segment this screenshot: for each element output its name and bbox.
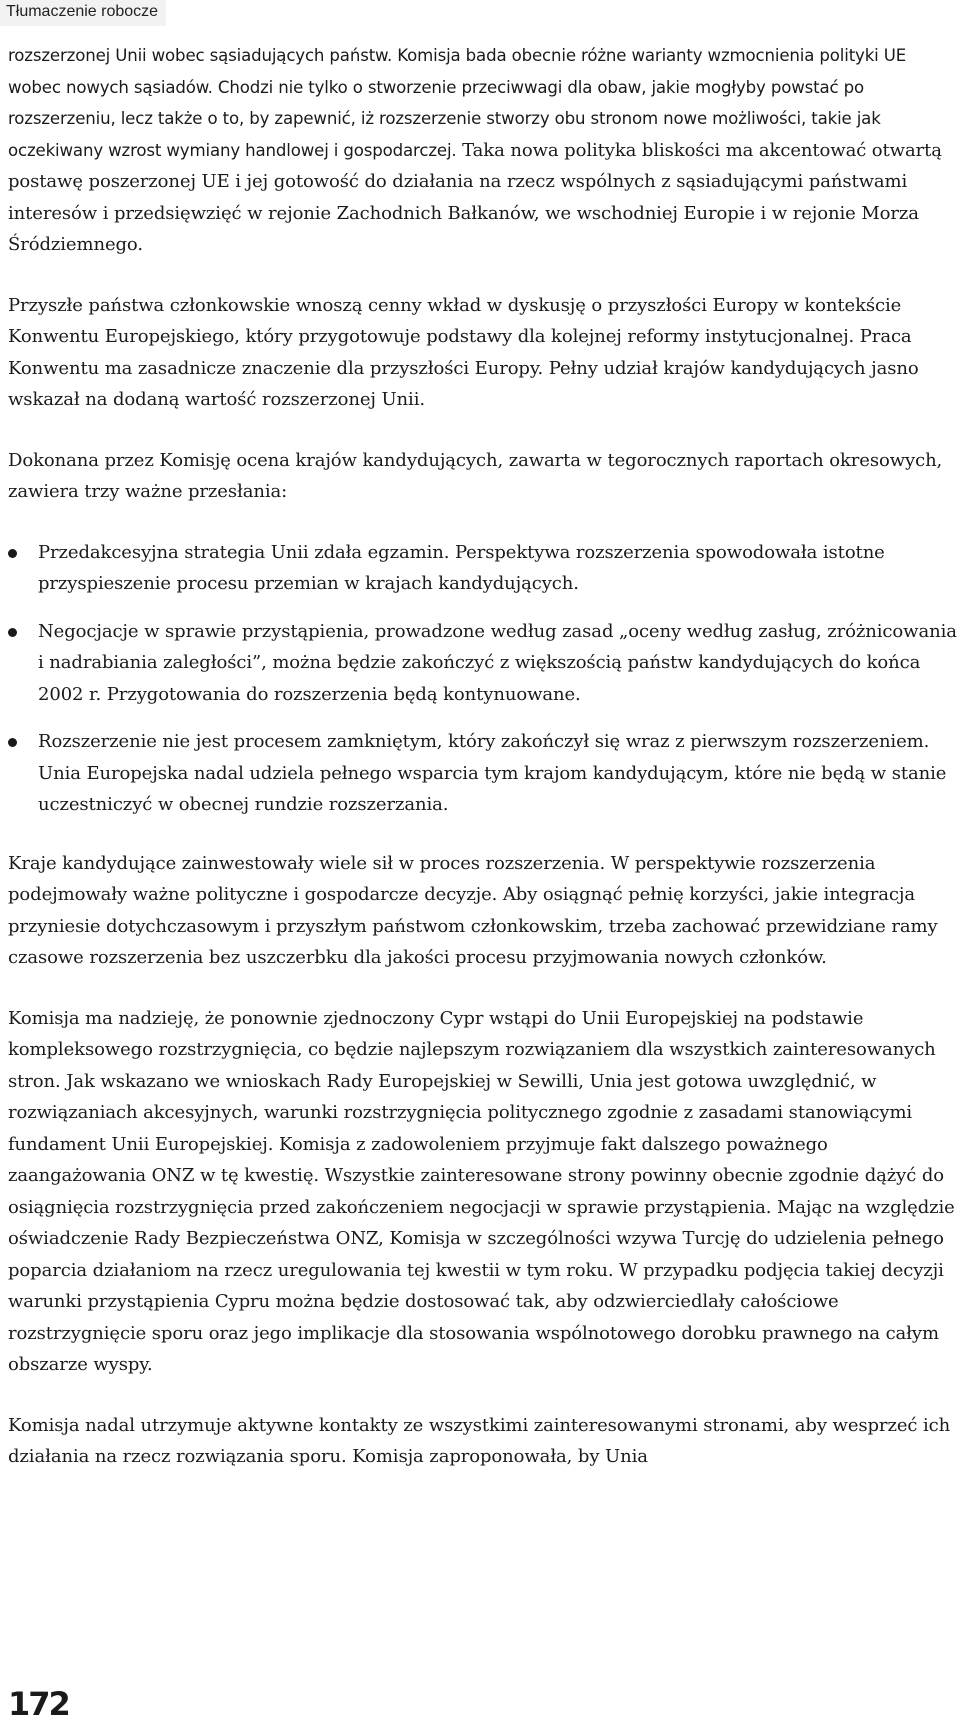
list-item [8,726,960,821]
translation-label: Tłumaczenie robocze [0,0,166,26]
document-body [8,40,960,1502]
bullet-icon [8,628,17,637]
paragraph-serif-part: Taka nowa polityka bliskości ma akcentować otwartą postawę poszerzonej UE i jej gotowość do działania na rzecz wspólnych z sąsiadującymi państwami interesów i przedsięwzięć w rejonie Zachodnich Bałkanów, we wschodniej Europie i w rejonie Morza Śródziemnego. [8,139,942,255]
list-item [8,616,960,711]
paragraph-cyprus: Komisja ma nadzieję, że ponownie zjednoczony Cypr wstąpi do Unii Europejskiej na podstawie kompleksowego rozstrzygnięcia, co będzie najlepszym rozwiązaniem dla wszystkich zainteresowanych stron. Jak wskazano we wnioskach Rady Europejskiej w Sewilli, Unia jest gotowa uwzględnić, w rozwiązaniach akcesyjnych, warunki rozstrzygnięcia politycznego zgodnie z zasadami stanowiącymi fundament Unii Europejskiej. Komisja z zadowoleniem przyjmuje fakt dalszego poważnego zaangażowania ONZ w tę kwestię. Wszystkie zainteresowane strony powinny obecnie zgodnie dążyć do osiągnięcia rozstrzygnięcia przed zakończeniem negocjacji w sprawie przystąpienia. Mając na względzie oświadczenie Rady Bezpieczeństwa ONZ, Komisja w szczególności wzywa Turcję do udzielenia pełnego poparcia działaniom na rzecz uregulowania tej kwestii w tym roku. W przypadku podjęcia takiej decyzji warunki przystąpienia Cypru można będzie dostosować tak, aby odzwierciedlały całościowe rozstrzygnięcie sporu oraz jego implikacje dla stosowania wspólnotowego dorobku prawnego na całym obszarze wyspy. [8,1007,955,1375]
list-item-text: Przedakcesyjna strategia Unii zdała egzamin. Perspektywa rozszerzenia spowodowała istotne przyspieszenie procesu przemian w krajach kandydujących. [38,541,885,594]
page-number: 172 [8,1685,69,1723]
paragraph-sans-part: rozszerzonej Unii wobec sąsiadujących państw. Komisja bada obecnie różne warianty wzmocnienia polityki UE wobec nowych sąsiadów. Chodzi nie tylko o stworzenie przeciwwagi dla obaw, jakie mogłyby powstać po rozszerzeniu, lecz także o to, by zapewnić, iż rozszerzenie stworzy obu stronom nowe możliwości, takie jak oczekiwany wzrost wymiany handlowej i gospodarczej. [8,46,907,160]
list-item-text: Rozszerzenie nie jest procesem zamkniętym, który zakończył się wraz z pierwszym rozszerzeniem. Unia Europejska nadal udziela pełnego wsparcia tym krajom kandydującym, które nie będą w stanie uczestniczyć w obecnej rundzie rozszerzania. [38,731,947,815]
paragraph-assessment: Dokonana przez Komisję ocena krajów kandydujących, zawarta w tegorocznych raportach okresowych, zawiera trzy ważne przesłania: [8,449,943,502]
paragraph-contacts: Komisja nadal utrzymuje aktywne kontakty ze wszystkimi zainteresowanymi stronami, aby wesprzeć ich działania na rzecz rozwiązania sporu. Komisja zaproponowała, by Unia [8,1414,951,1467]
bullet-icon [8,549,17,558]
bullet-icon [8,738,17,747]
list-item [8,537,960,600]
paragraph-convention: Przyszłe państwa członkowskie wnoszą cenny wkład w dyskusję o przyszłości Europy w kontekście Konwentu Europejskiego, który przygotowuje podstawy dla kolejnej reformy instytucjonalnej. Praca Konwentu ma zasadnicze znaczenie dla przyszłości Europy. Pełny udział krajów kandydujących jasno wskazał na dodaną wartość rozszerzonej Unii. [8,294,919,410]
messages-list [8,537,960,821]
list-item-text: Negocjacje w sprawie przystąpienia, prowadzone według zasad „oceny według zasług, zróżnicowania i nadrabiania zaległości”, można będzie zakończyć z większością państw kandydujących do końca 2002 r. Przygotowania do rozszerzenia będą kontynuowane. [38,620,957,705]
paragraph-candidates: Kraje kandydujące zainwestowały wiele sił w proces rozszerzenia. W perspektywie rozszerzenia podejmowały ważne polityczne i gospodarcze decyzje. Aby osiągnąć pełnię korzyści, jakie integracja przyniesie dotychczasowym i przyszłym państwom członkowskim, trzeba zachować przewidziane ramy czasowe rozszerzenia bez uszczerbku dla jakości procesu przyjmowania nowych członków. [8,852,938,968]
paragraph-neighbourhood [8,40,960,261]
